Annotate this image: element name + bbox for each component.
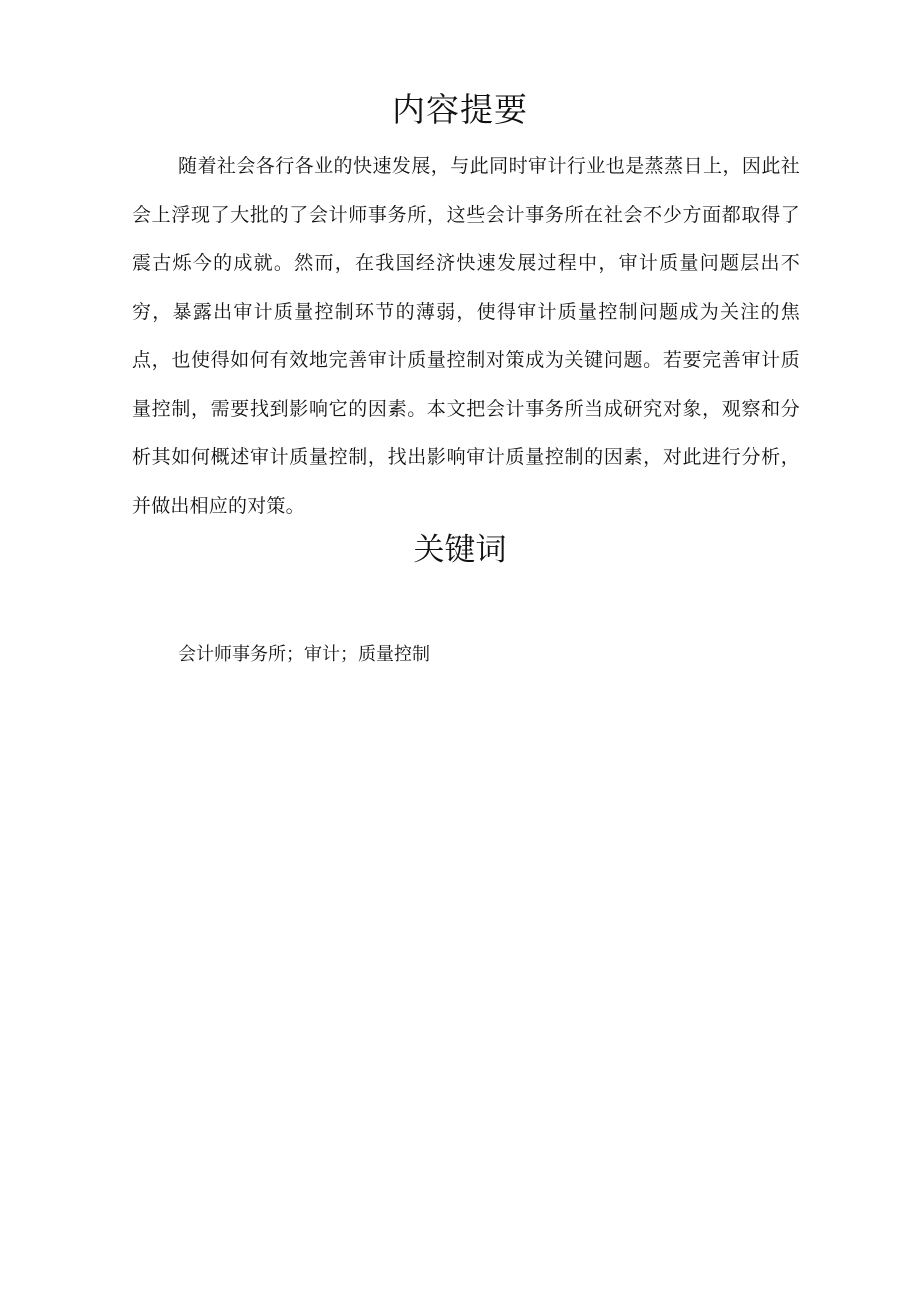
keywords-list: 会计师事务所；审计；质量控制 — [178, 644, 430, 665]
abstract-body: 随着社会各行各业的快速发展，与此同时审计行业也是蒸蒸日上，因此社会上浮现了大批的了会计师事务所，这些会计事务所在社会不少方面都取得了震古烁今的成就。然而，在我国经济快速发展过程中，审计质量问题层出不穷，暴露出审计质量控制环节的薄弱，使得审计质量控制问题成为关注的焦点，也使得如何有效地完善审计质量控制对策成为关键问题。若要完善审计质量控制，需要找到影响它的因素。本文把会计事务所当成研究对象，观察和分析其如何概述审计质量控制，找出影响审计质量控制的因素，对此进行分析，并做出相应的对策。 — [132, 155, 800, 517]
keywords-heading: 关键词 — [413, 532, 507, 568]
abstract-title: 内容提要 — [392, 90, 528, 129]
